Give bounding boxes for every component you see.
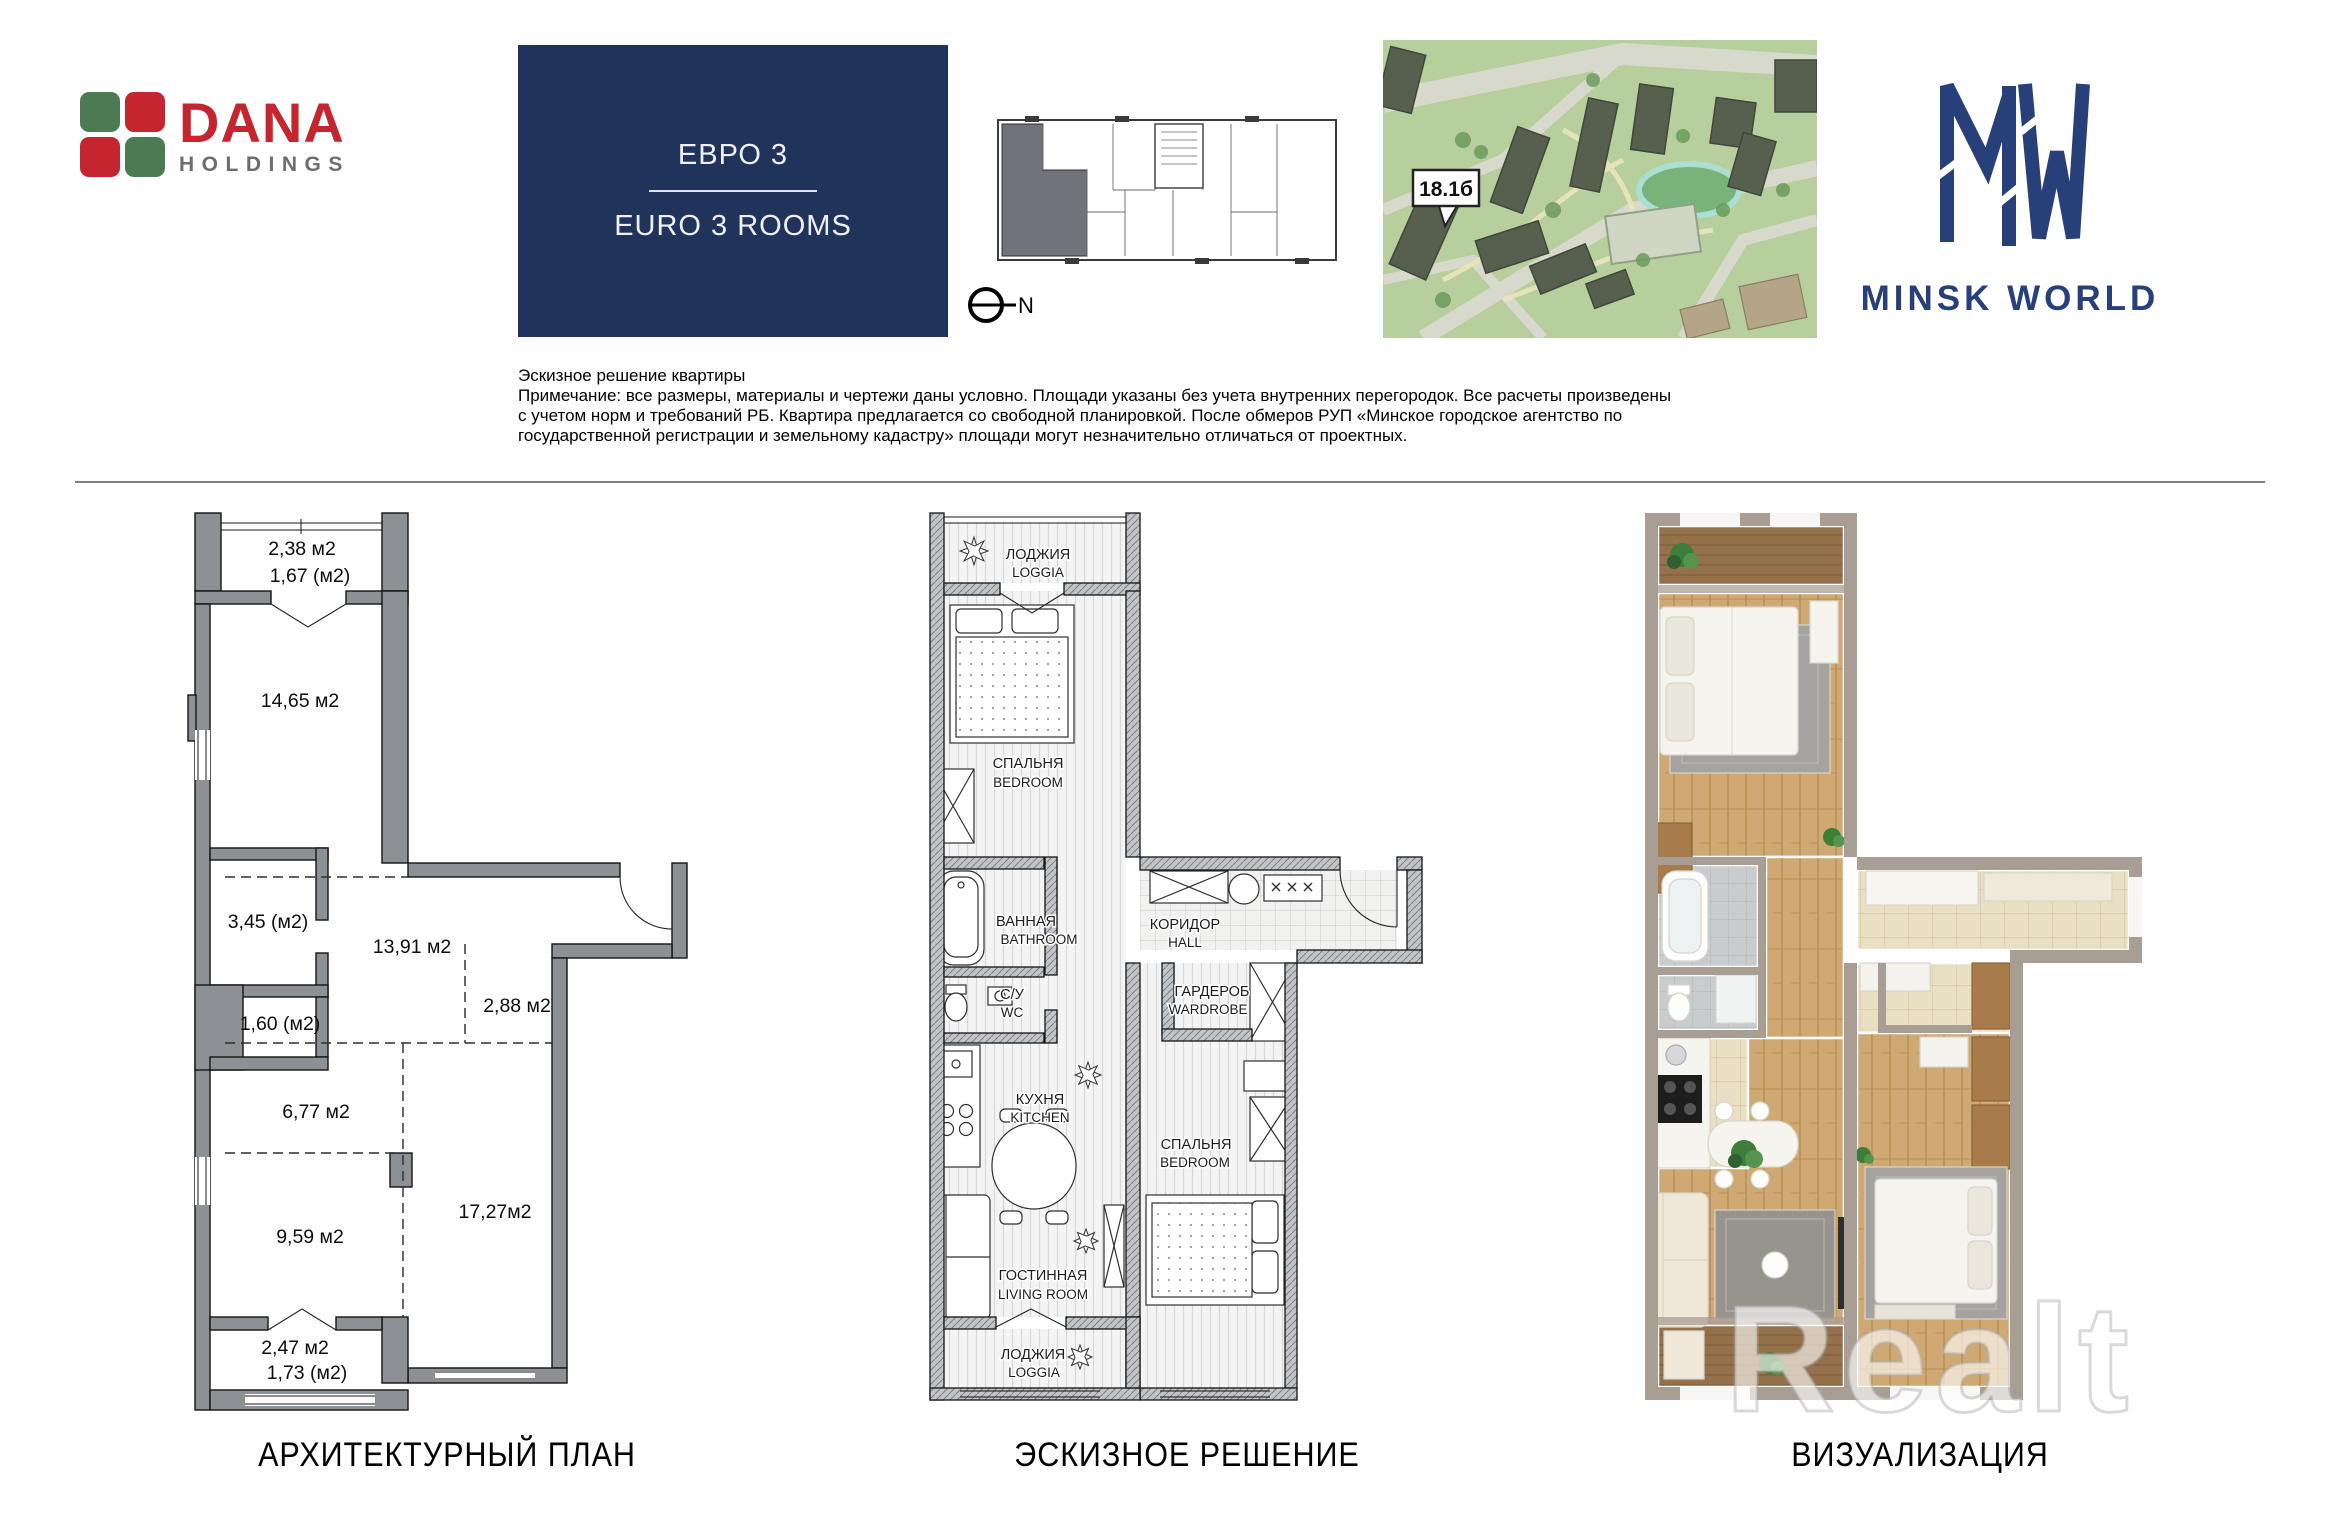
separator-line (75, 481, 2265, 483)
room-label-loggia-top-en: LOGGIA (1012, 565, 1064, 580)
room-label-loggia-bottom-en: LOGGIA (1008, 1365, 1060, 1380)
logo-square-red-icon (80, 137, 120, 177)
room-label-wardrobe-en: WARDROBE (1168, 1002, 1248, 1017)
area-label-9-59: 9,59 м2 (276, 1226, 344, 1248)
area-label-loggia-top-2: 1,67 (м2) (269, 565, 351, 587)
note-line: с учетом норм и требований РБ. Квартира предлагается со свободной планировкой. После обмеров РУП «Минское городское агентство по (518, 406, 1623, 425)
room-label-wc-ru: С/У (1000, 987, 1024, 1003)
dana-logo-squares-icon (80, 92, 165, 177)
plan-sketch (900, 505, 1440, 1405)
room-label-bedroom2-en: BEDROOM (1160, 1155, 1230, 1170)
caption-visualization: ВИЗУАЛИЗАЦИЯ (1791, 1436, 2049, 1474)
area-label-14-65: 14,65 м2 (260, 690, 340, 712)
area-label-13-91: 13,91 м2 (372, 936, 452, 958)
note-line: Примечание: все размеры, материалы и чертежи даны условно. Площади указаны без учета внутренних перегородок. Все расчеты произведены (518, 386, 1672, 405)
plan-architectural (150, 505, 710, 1417)
logo-square-red-icon (125, 92, 165, 132)
room-label-bedroom1-ru: СПАЛЬНЯ (992, 756, 1064, 772)
holdings-wordmark: HOLDINGS (179, 152, 350, 176)
unit-type-en: EURO 3 ROOMS (614, 210, 852, 242)
room-label-loggia-top-ru: ЛОДЖИЯ (1005, 547, 1071, 563)
minsk-world-monogram-icon (1925, 60, 2095, 260)
room-label-living-en: LIVING ROOM (997, 1287, 1089, 1302)
minsk-world-wordmark: MINSK WORLD (1860, 279, 2160, 318)
area-label-3-45: 3,45 (м2) (227, 911, 309, 933)
unit-type-ru: ЕВРО 3 (677, 139, 789, 171)
area-label-loggia-bottom-1: 2,47 м2 (261, 1337, 329, 1359)
area-label-loggia-bottom-2: 1,73 (м2) (266, 1362, 348, 1384)
minsk-world-logo (1860, 60, 2160, 319)
room-label-bathroom-ru: ВАННАЯ (996, 914, 1056, 930)
plan-visualization (1620, 505, 2160, 1405)
room-label-loggia-bottom-ru: ЛОДЖИЯ (1000, 1347, 1066, 1363)
dana-wordmark: DANA (179, 90, 345, 154)
notes-block (518, 366, 1671, 446)
logo-square-green-icon (80, 92, 120, 132)
area-label-2-88: 2,88 м2 (483, 995, 551, 1017)
area-label-6-77: 6,77 м2 (282, 1101, 350, 1123)
north-arrow-icon (960, 280, 1040, 332)
room-label-living-ru: ГОСТИННАЯ (998, 1268, 1088, 1284)
room-label-kitchen-ru: КУХНЯ (1015, 1092, 1065, 1108)
unit-type-divider (649, 190, 817, 192)
area-label-1-60: 1,60 (м2) (239, 1013, 321, 1035)
caption-architectural: АРХИТЕКТУРНЫЙ ПЛАН (258, 1436, 636, 1474)
room-label-kitchen-en: KITCHEN (1010, 1110, 1070, 1125)
room-label-wardrobe-ru: ГАРДЕРОБ (1174, 984, 1250, 1000)
room-label-wc-en: WC (1000, 1005, 1024, 1020)
room-label-bedroom1-en: BEDROOM (993, 775, 1063, 790)
logo-square-green-icon (125, 137, 165, 177)
area-label-17-27: 17,27м2 (458, 1201, 532, 1223)
masterplan-aerial-image (1383, 40, 1817, 338)
unit-type-box (518, 45, 948, 337)
room-label-bedroom2-ru: СПАЛЬНЯ (1160, 1137, 1232, 1153)
note-line: государственной регистрации и земельному кадастру» площади могут незначительно отличаться от проектных. (518, 426, 1408, 445)
floorplate-schematic (995, 112, 1340, 270)
note-line: Эскизное решение квартиры (518, 366, 746, 385)
room-label-bathroom-en: BATHROOM (1000, 932, 1078, 947)
building-badge-label: 18.1б (1419, 178, 1473, 201)
dana-holdings-logo (80, 92, 350, 177)
room-label-hall-ru: КОРИДОР (1149, 917, 1221, 933)
area-label-loggia-top-1: 2,38 м2 (268, 538, 336, 560)
room-label-hall-en: HALL (1168, 935, 1202, 950)
watermark-realt: Realt (1725, 1274, 2137, 1444)
caption-sketch: ЭСКИЗНОЕ РЕШЕНИЕ (1014, 1436, 1360, 1474)
north-label: N (1018, 293, 1034, 318)
